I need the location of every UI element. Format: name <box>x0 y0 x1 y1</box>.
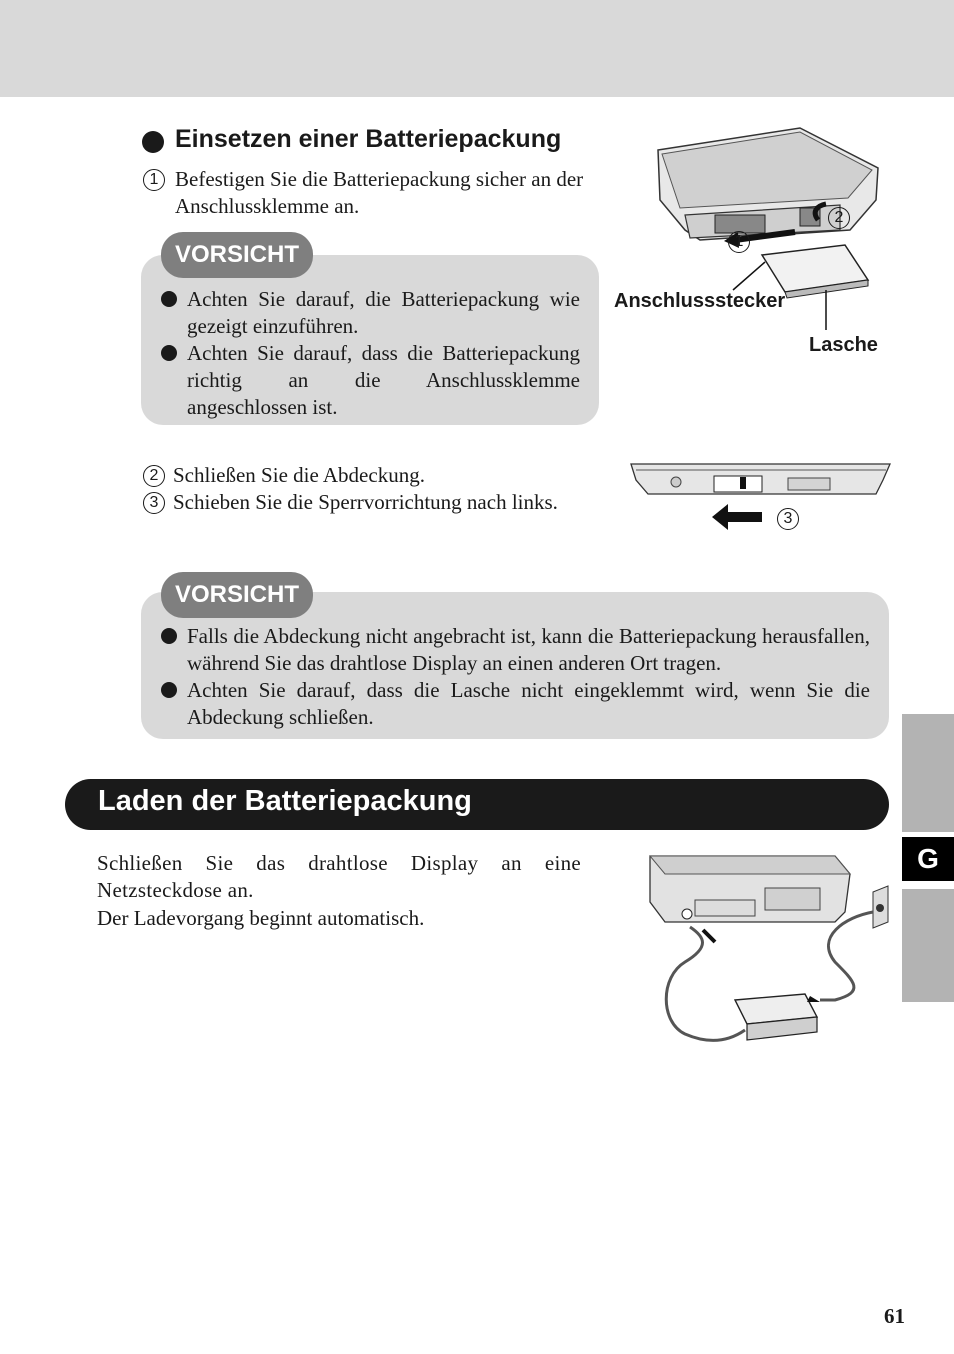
label-connector: Anschlussstecker <box>614 290 786 312</box>
callout-2: 2 <box>828 207 850 229</box>
side-tab-upper <box>902 714 954 832</box>
caution-1-item-2: Achten Sie darauf, dass die Batteriepackung richtig an die Anschlussklemme angeschlossen ist. <box>187 340 580 421</box>
caution-label-2: VORSICHT <box>161 572 313 618</box>
lock-slide-illustration <box>628 460 893 535</box>
callout-3: 3 <box>777 508 799 530</box>
section-heading-insert: Einsetzen einer Batteriepackung <box>175 125 562 153</box>
charging-paragraph-2: Der Ladevorgang beginnt automatisch. <box>97 906 425 930</box>
caution-label-1: VORSICHT <box>161 232 313 278</box>
step-1-text: Befestigen Sie die Batteriepackung sicher an der Anschlussklemme an. <box>175 167 584 218</box>
side-tab-lower <box>902 889 954 1002</box>
section-title-charging: Laden der Batteriepackung <box>98 785 472 817</box>
step-number-2: 2 <box>143 465 165 487</box>
charging-paragraph-1: Schließen Sie das drahtlose Display an eine Netzsteckdose an. <box>97 851 581 902</box>
caution-2-item-1: Falls die Abdeckung nicht angebracht ist, kann die Batteriepackung herausfallen, während Sie das drahtlose Display an einen anderen Ort tragen. <box>187 623 870 677</box>
charging-setup-illustration <box>645 852 895 1052</box>
step-number-1: 1 <box>143 169 165 191</box>
step-2-text: Schließen Sie die Abdeckung. <box>173 463 425 487</box>
section-banner-charging <box>65 779 889 830</box>
label-tab: Lasche <box>809 334 878 356</box>
page-number: 61 <box>884 1304 905 1328</box>
step-3-text: Schieben Sie die Sperrvorrichtung nach links. <box>173 490 558 514</box>
step-number-3: 3 <box>143 492 165 514</box>
callout-1: 1 <box>728 231 750 253</box>
caution-1-item-1: Achten Sie darauf, die Batteriepackung wie gezeigt einzuführen. <box>187 286 580 340</box>
list-bullet <box>161 628 177 644</box>
caution-2-item-2: Achten Sie darauf, dass die Lasche nicht eingeklemmt wird, wenn Sie die Abdeckung schließen. <box>187 677 870 731</box>
side-tab-g[interactable]: G <box>902 837 954 881</box>
list-bullet <box>161 682 177 698</box>
